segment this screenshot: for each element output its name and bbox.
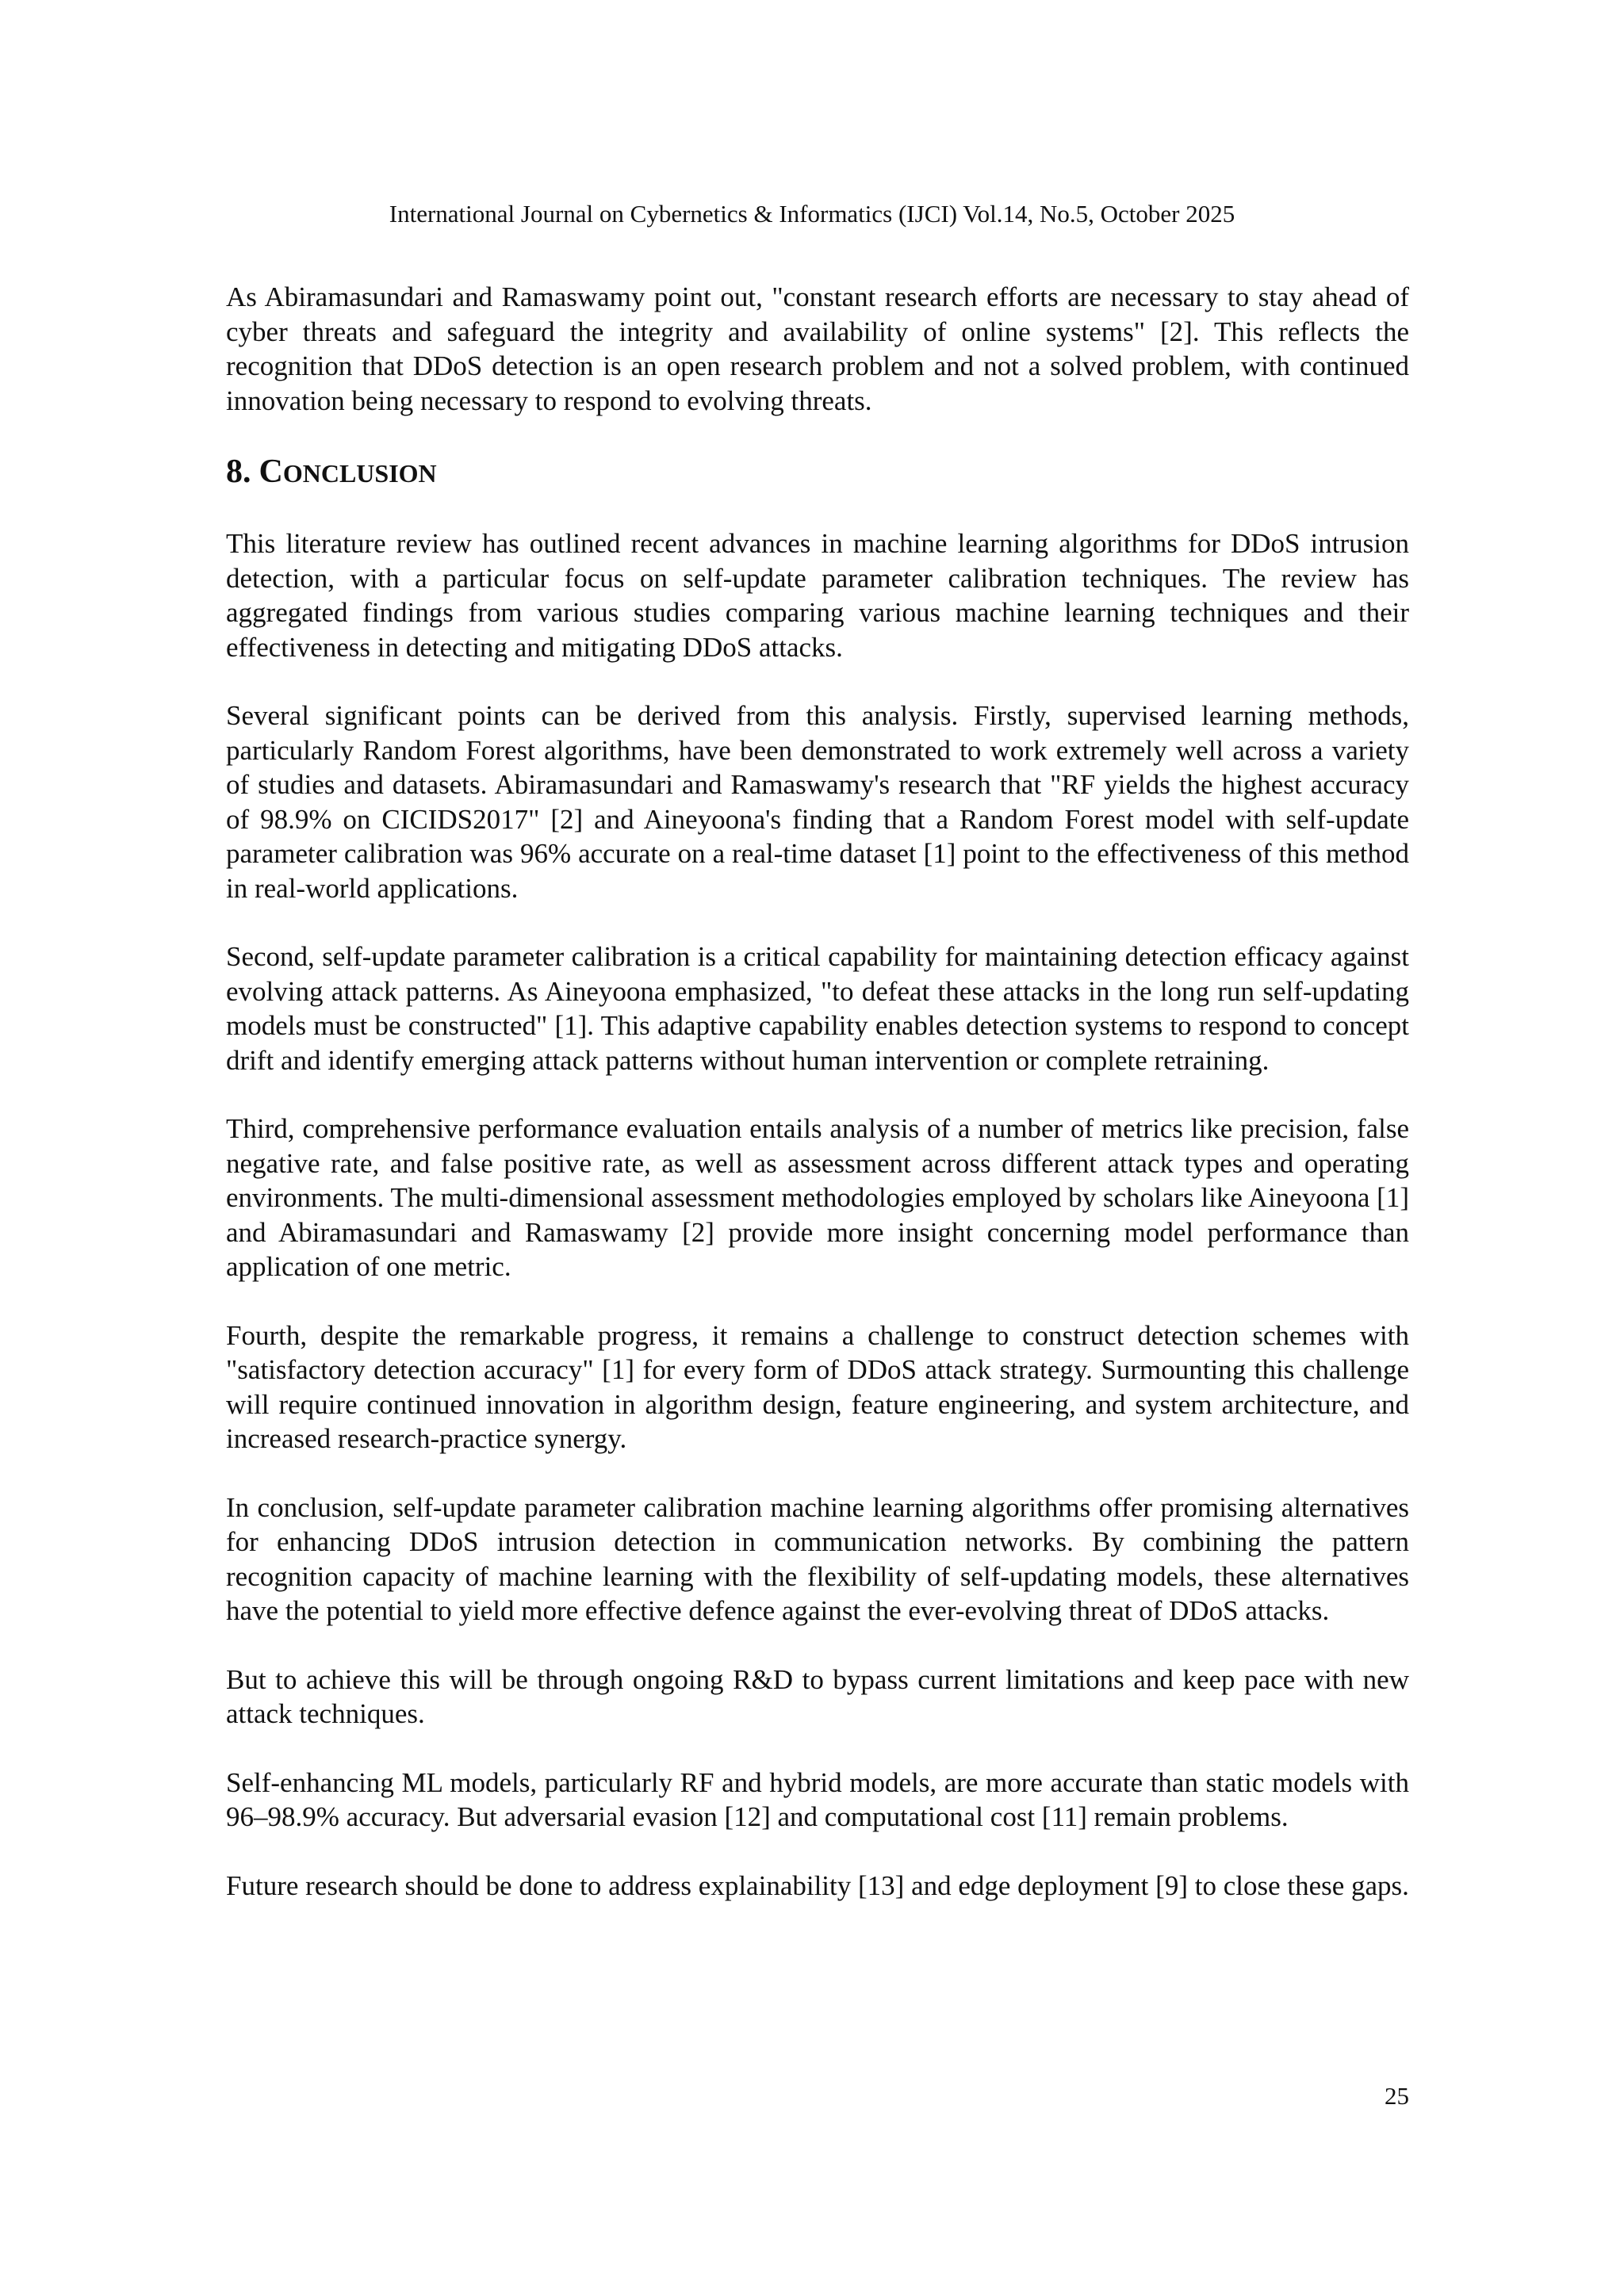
conclusion-paragraph-1: This literature review has outlined recent advances in machine learning algorithms for DDoS intrusion detection, with a particular focus on self-update parameter calibration techniques. The review has aggregated findings from various studies comparing various machine learning techniques and their effectiveness in detecting and mitigating DDoS attacks.	[226, 528, 1409, 663]
conclusion-paragraph-9: Future research should be done to address explainability [13] and edge deployment [9] to close these gaps.	[226, 1869, 1409, 1901]
conclusion-paragraph-7: But to achieve this will be through ongoing R&D to bypass current limitations and keep pace with new attack techniques.	[226, 1663, 1409, 1729]
conclusion-paragraph-8: Self-enhancing ML models, particularly RF and hybrid models, are more accurate than static models with 96–98.9% accuracy. But adversarial evasion [12] and computational cost [11] remain problems.	[226, 1766, 1409, 1832]
page-number: 25	[1385, 2082, 1409, 2110]
conclusion-paragraph-6: In conclusion, self-update parameter calibration machine learning algorithms offer promising alternatives for enhancing DDoS intrusion detection in communication networks. By combining the pattern recognition capacity of machine learning with the flexibility of self-updating models, these alternatives have the potential to yield more effective defence against the ever-evolving threat of DDoS attacks.	[226, 1491, 1409, 1626]
section-number: 8.	[226, 453, 251, 490]
conclusion-paragraph-4: Third, comprehensive performance evaluation entails analysis of a number of metrics like precision, false negative rate, and false positive rate, as well as assessment across different attack types and operating environments. The multi-dimensional assessment methodologies employed by scholars like Aineyoona [1] and Abiramasundari and Ramaswamy [2] provide more insight concerning model performance than application of one metric.	[226, 1113, 1409, 1282]
conclusion-paragraph-2: Several significant points can be derived from this analysis. Firstly, supervised learning methods, particularly Random Forest algorithms, have been demonstrated to work extremely well across a variety of studies and datasets. Abiramasundari and Ramaswamy's research that "RF yields the highest accuracy of 98.9% on CICIDS2017" [2] and Aineyoona's finding that a Random Forest model with self-update parameter calibration was 96% accurate on a real-time dataset [1] point to the effectiveness of this method in real-world applications.	[226, 700, 1409, 904]
conclusion-paragraph-3: Second, self-update parameter calibration is a critical capability for maintaining detection efficacy against evolving attack patterns. As Aineyoona emphasized, "to defeat these attacks in the long run self-updating models must be constructed" [1]. This adaptive capability enables detection systems to respond to concept drift and identify emerging attack patterns without human intervention or complete retraining.	[226, 941, 1409, 1076]
page-content	[226, 280, 1409, 1937]
section-heading-conclusion	[226, 452, 1409, 493]
conclusion-paragraph-5: Fourth, despite the remarkable progress, it remains a challenge to construct detection schemes with "satisfactory detection accuracy" [1] for every form of DDoS attack strategy. Surmounting this challenge will require continued innovation in algorithm design, feature engineering, and system architecture, and increased research-practice synergy.	[226, 1319, 1409, 1454]
section-title-initial: C	[259, 453, 283, 490]
journal-header: International Journal on Cybernetics & Informatics (IJCI) Vol.14, No.5, October 2025	[389, 200, 1235, 228]
section-title-rest: ONCLUSION	[282, 459, 437, 488]
intro-paragraph: As Abiramasundari and Ramaswamy point out, "constant research efforts are necessary to stay ahead of cyber threats and safeguard the integrity and availability of online systems" [2]. This reflects the recognition that DDoS detection is an open research problem and not a solved problem, with continued innovation being necessary to respond to evolving threats.	[226, 281, 1409, 416]
